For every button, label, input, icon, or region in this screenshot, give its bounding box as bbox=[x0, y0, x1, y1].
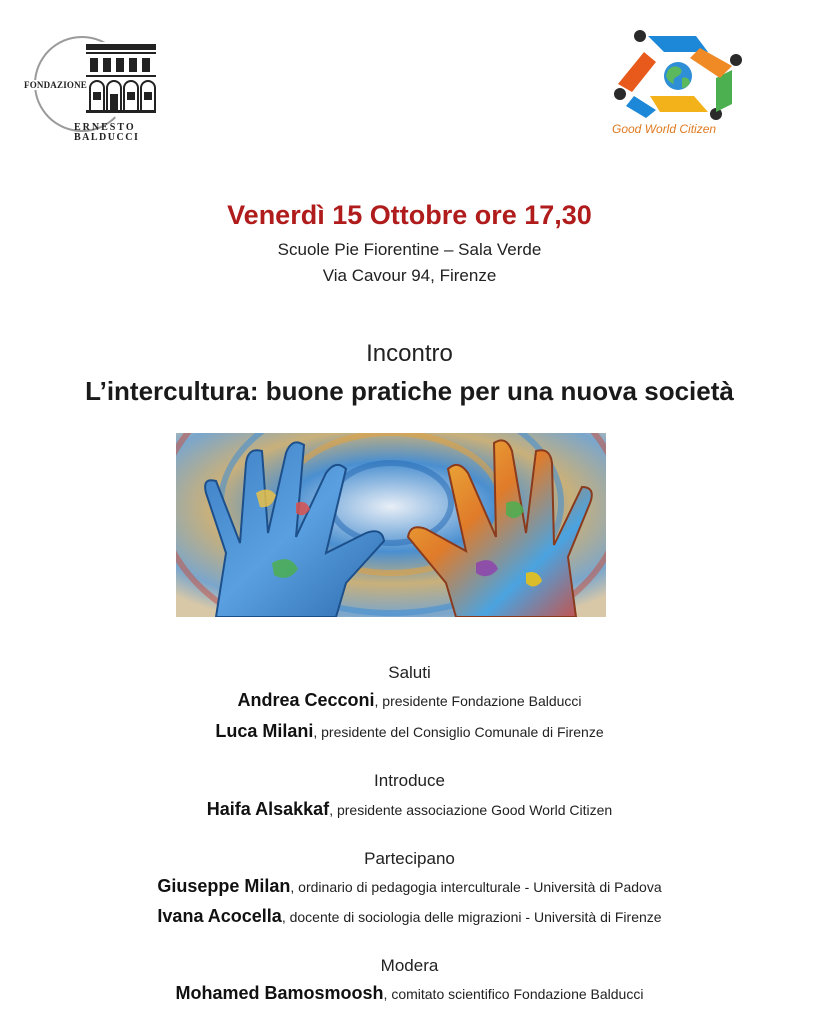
painted-hands-world-map-image bbox=[176, 433, 606, 617]
section-label-modera: Modera bbox=[380, 956, 439, 975]
logo-word-fondazione: FONDAZIONE bbox=[24, 80, 88, 90]
section-label-introduce: Introduce bbox=[374, 771, 445, 790]
gwc-logo-text: Good World Citizen bbox=[612, 122, 717, 136]
person-line bbox=[0, 721, 819, 742]
event-date: Venerdì 15 Ottobre ore 17,30 bbox=[227, 200, 592, 230]
person-name: Andrea Cecconi bbox=[237, 690, 375, 710]
person-role: , comitato scientifico Fondazione Balducci bbox=[383, 986, 644, 1002]
person-name: Ivana Acocella bbox=[157, 906, 282, 926]
person-name: Luca Milani bbox=[215, 721, 314, 741]
person-role: , presidente del Consiglio Comunale di Firenze bbox=[313, 724, 604, 740]
palazzo-building-icon bbox=[84, 42, 158, 114]
globe-people-icon bbox=[604, 26, 754, 122]
person-line bbox=[0, 690, 819, 711]
section-label-partecipano: Partecipano bbox=[364, 849, 455, 868]
person-role: , presidente Fondazione Balducci bbox=[374, 693, 582, 709]
venue-address: Via Cavour 94, Firenze bbox=[322, 266, 497, 285]
person-line bbox=[0, 983, 819, 1004]
venue-name: Scuole Pie Fiorentine – Sala Verde bbox=[277, 240, 542, 259]
person-role: , presidente associazione Good World Citizen bbox=[329, 802, 613, 818]
person-role: , docente di sociologia delle migrazioni - Università di Firenze bbox=[281, 909, 662, 925]
logo-word-balducci: BALDUCCI bbox=[74, 132, 140, 143]
event-type: Incontro bbox=[366, 340, 453, 367]
fondazione-balducci-logo bbox=[22, 34, 160, 142]
person-name: Mohamed Bamosmoosh bbox=[175, 983, 384, 1003]
section-label-saluti: Saluti bbox=[388, 663, 431, 682]
person-line bbox=[0, 906, 819, 927]
person-role: , ordinario di pedagogia interculturale - Università di Padova bbox=[290, 879, 662, 895]
event-title: L’intercultura: buone pratiche per una nuova società bbox=[85, 376, 734, 406]
good-world-citizen-logo bbox=[604, 26, 754, 146]
person-line bbox=[0, 876, 819, 897]
person-line bbox=[0, 799, 819, 820]
person-name: Giuseppe Milan bbox=[157, 876, 291, 896]
person-name: Haifa Alsakkaf bbox=[206, 799, 330, 819]
logo-word-ernesto: ERNESTO bbox=[74, 122, 136, 133]
